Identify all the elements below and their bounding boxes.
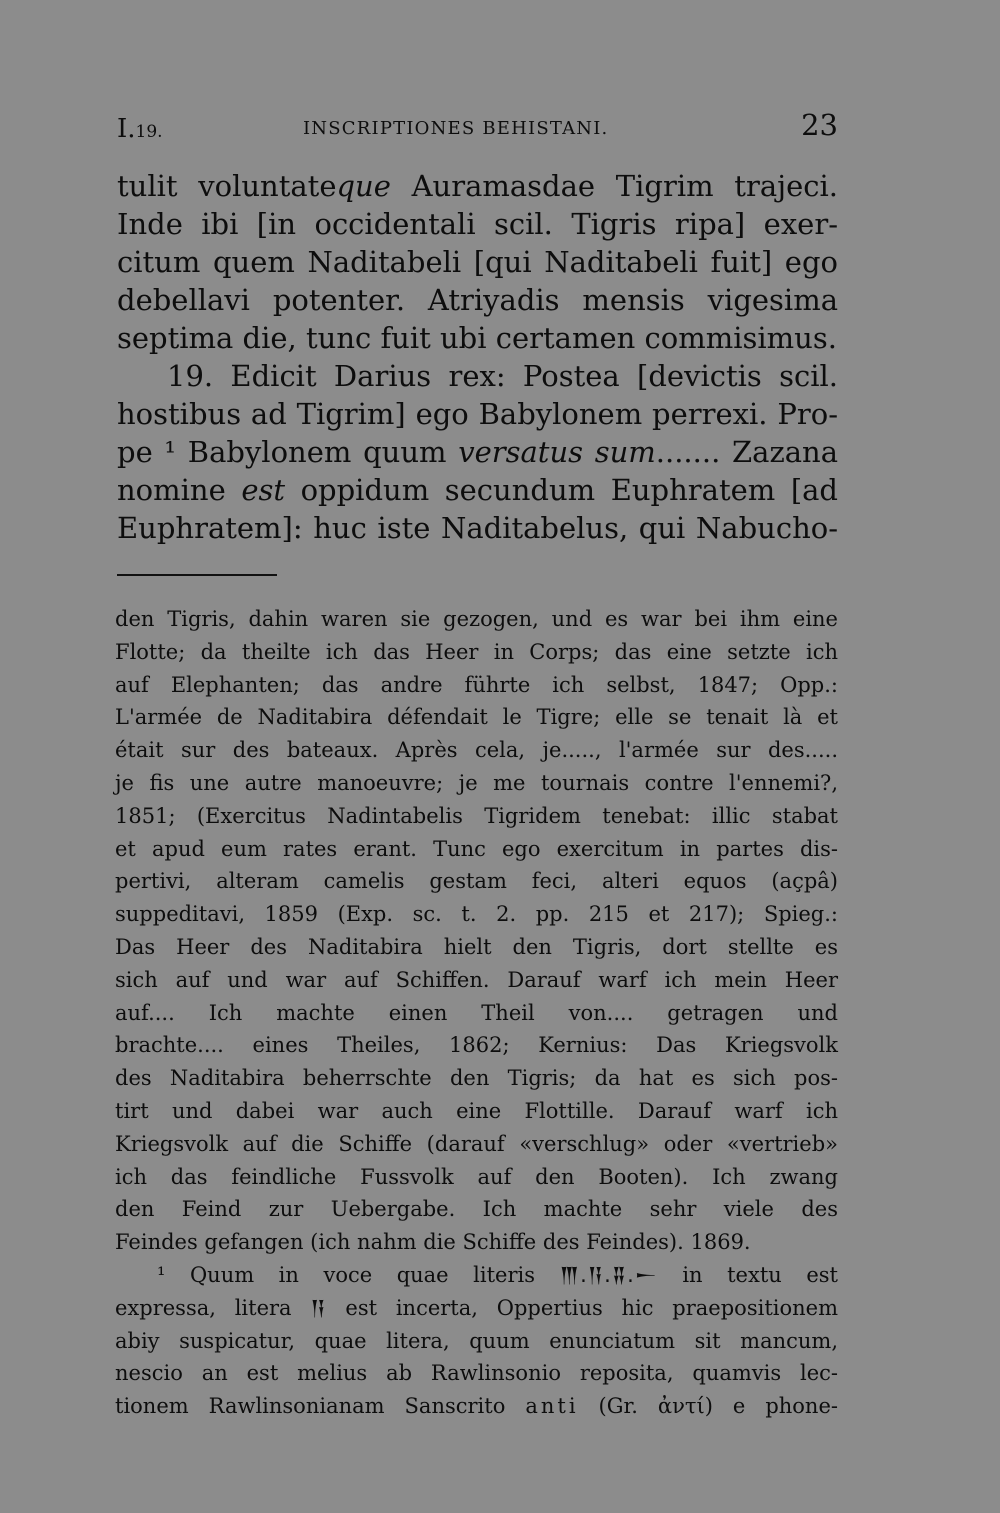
footnote-1-line: ¹ Quum in voce quae literis 𒐈.𒀀.𒐉.𒀸 in textu est: [157, 1262, 838, 1287]
note-line: Feindes gefangen (ich nahm die Schiffe des Feindes). 1869.: [115, 1230, 751, 1255]
running-title: INSCRIPTIONES BEHISTANI.: [303, 118, 609, 139]
footnote-separator: [117, 574, 277, 576]
text-line: citum quem Naditabeli [qui Naditabeli fuit] ego: [117, 245, 838, 279]
note-line: Das Heer des Naditabira hielt den Tigris, dort stellte es: [115, 934, 838, 959]
note-line: sich auf und war auf Schiffen. Darauf warf ich mein Heer: [115, 967, 838, 992]
note-line: tirt und dabei war auch eine Flottille. Darauf warf ich: [115, 1098, 838, 1123]
text-line: tulit voluntateque Auramasdae Tigrim trajeci.: [117, 169, 838, 203]
note-line: den Feind zur Uebergabe. Ich machte sehr viele des: [115, 1197, 838, 1222]
note-line: auf.... Ich machte einen Theil von.... getragen und: [115, 1000, 838, 1025]
italic-word: que: [336, 169, 391, 203]
note-line: brachte.... eines Theiles, 1862; Kernius: Das Kriegsvolk: [115, 1033, 838, 1058]
footnotes: [115, 603, 838, 1423]
cuneiform-glyph: 𒀀: [310, 1295, 327, 1320]
text-line: septima die, tunc fuit ubi certamen commisimus.: [117, 321, 837, 355]
note-line: des Naditabira beherrschte den Tigris; da hat es sich pos-: [115, 1066, 838, 1091]
text-line: hostibus ad Tigrim] ego Babylonem perrexi. Pro-: [117, 397, 838, 431]
running-header: [117, 108, 838, 148]
footnote-1-line: nescio an est melius ab Rawlinsonio reposita, quamvis lec-: [115, 1361, 838, 1386]
cuneiform-glyphs: 𒐈.𒀀.𒐉.𒀸: [559, 1262, 658, 1287]
text-line: 19. Edicit Darius rex: Postea [devictis scil.: [167, 359, 838, 393]
text-line: nomine est oppidum secundum Euphratem [ad: [117, 473, 838, 507]
note-line: et apud eum rates erant. Tunc ego exercitum in partes dis-: [115, 836, 838, 861]
text-line: Euphratem]: huc iste Naditabelus, qui Nabucho-: [117, 511, 838, 545]
note-line: ich das feindliche Fussvolk auf den Booten). Ich zwang: [115, 1164, 838, 1189]
text-line: debellavi potenter. Atriyadis mensis vigesima: [117, 283, 838, 317]
note-line: auf Elephanten; das andre führte ich selbst, 1847; Opp.:: [115, 672, 838, 697]
note-line: den Tigris, dahin waren sie gezogen, und es war bei ihm eine: [115, 607, 838, 631]
note-line: suppeditavi, 1859 (Exp. sc. t. 2. pp. 215 et 217); Spieg.:: [115, 902, 838, 927]
note-line: 1851; (Exercitus Nadintabelis Tigridem tenebat: illic stabat: [115, 803, 838, 828]
footnote-1-line: expressa, litera 𒀀 est incerta, Oppertius hic praepositionem: [115, 1295, 838, 1320]
main-text: [117, 167, 838, 547]
footnote-1-line: abiy suspicatur, quae litera, quum enunciatum sit mancum,: [115, 1328, 838, 1353]
note-line: Flotte; da theilte ich das Heer in Corps; das eine setzte ich: [115, 639, 838, 664]
page-number: 23: [801, 108, 838, 142]
note-line: Kriegsvolk auf die Schiffe (darauf «verschlug» oder «vertrieb»: [115, 1131, 838, 1156]
note-line: L'armée de Naditabira défendait le Tigre; elle se tenait là et: [115, 705, 838, 730]
note-line: pertivi, alteram camelis gestam feci, alteri equos (açpâ): [115, 869, 838, 894]
note-line: je fis une autre manoeuvre; je me tournais contre l'ennemi?,: [115, 770, 838, 795]
footnote-1-line: tionem Rawlinsonianam Sanscrito anti (Gr. ἀντί) e phone-: [115, 1394, 838, 1419]
section-ref: I.19.: [117, 114, 163, 144]
italic-word: est: [241, 473, 286, 507]
italic-word: versatus sum: [458, 435, 656, 469]
text-line: Inde ibi [in occidentali scil. Tigris ripa] exer-: [117, 207, 838, 241]
text-line: pe ¹ Babylonem quum versatus sum....... Zazana: [117, 435, 838, 469]
note-line: était sur des bateaux. Après cela, je....., l'armée sur des.....: [115, 738, 838, 763]
